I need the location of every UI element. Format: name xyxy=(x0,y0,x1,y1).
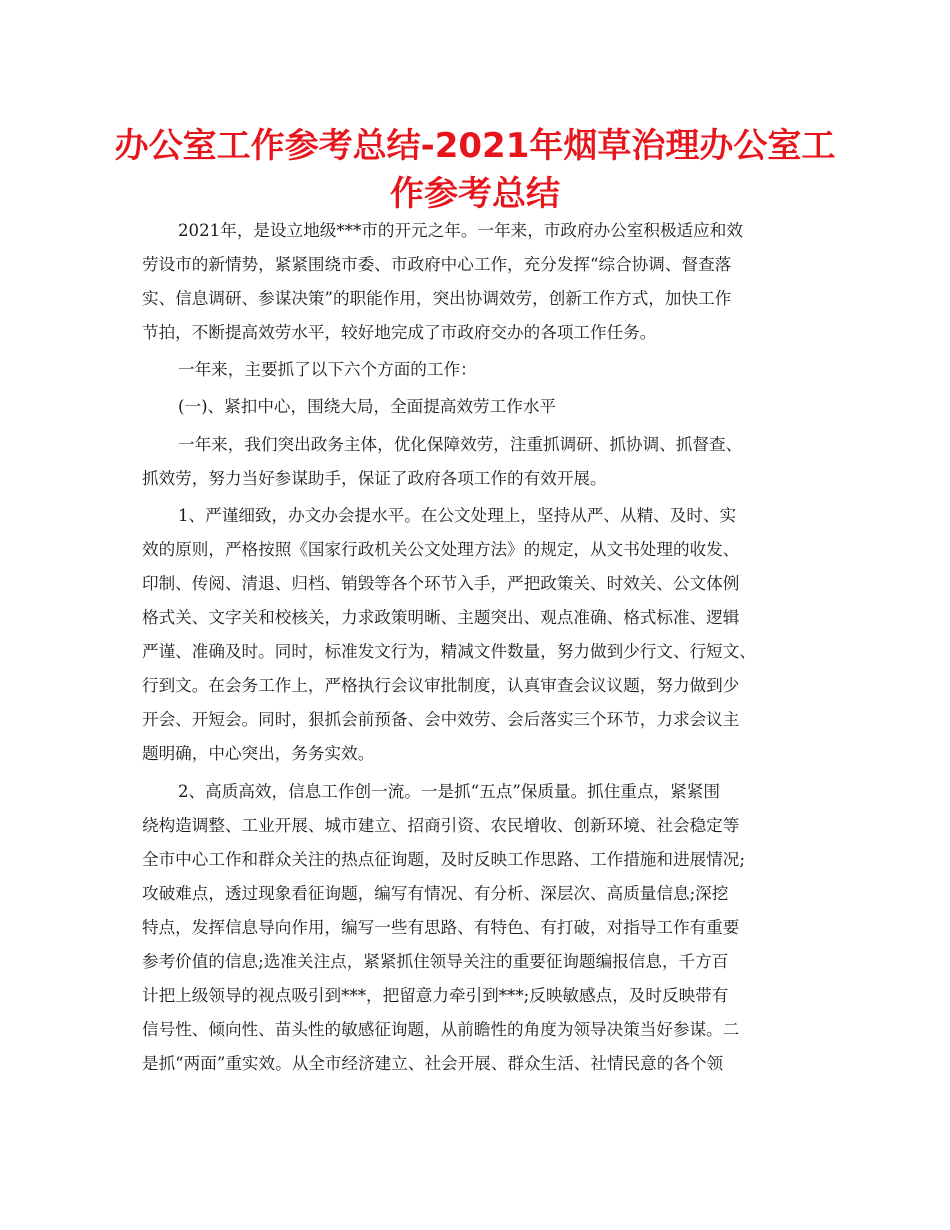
body-text-line: 一年来，主要抓了以下六个方面的工作： xyxy=(178,360,477,380)
document-title-line-1: 办公室工作参考总结-2021年烟草治理办公室工 xyxy=(114,126,836,166)
body-text-line: 实、信息调研、参谋决策”的职能作用，突出协调效劳，创新工作方式，加快工作 xyxy=(142,289,732,309)
document-title-line-2: 作参考总结 xyxy=(390,174,560,214)
body-text-line: 一年来，我们突出政务主体，优化保障效劳，注重抓调研、抓协调、抓督查、 xyxy=(178,434,743,454)
body-text-line: 节拍，不断提高效劳水平，较好地完成了市政府交办的各项工作任务。 xyxy=(142,323,657,343)
body-text-line: 绕构造调整、工业开展、城市建立、招商引资、农民增收、创新环境、社会稳定等 xyxy=(142,815,740,835)
body-text-line: 参考价值的信息;选准关注点，紧紧抓住领导关注的重要征询题编报信息，千方百 xyxy=(142,951,729,971)
body-text-line: 计把上级领导的视点吸引到***，把留意力牵引到***;反映敏感点，及时反映带有 xyxy=(142,986,729,1006)
body-text-line: 攻破难点，透过现象看征询题，编写有情况、有分析、深层次、高质量信息;深挖 xyxy=(142,883,729,903)
body-text-line: 抓效劳，努力当好参谋助手，保证了政府各项工作的有效开展。 xyxy=(142,468,607,488)
body-text-line: 行到文。在会务工作上，严格执行会议审批制度，认真审查会议议题，努力做到少 xyxy=(142,676,740,696)
body-text-line: 信号性、倾向性、苗头性的敏感征询题，从前瞻性的角度为领导决策当好参谋。二 xyxy=(142,1020,740,1040)
body-text-line: 题明确，中心突出，务务实效。 xyxy=(142,744,375,764)
body-text-line: 是抓“两面”重实效。从全市经济建立、社会开展、群众生活、社情民意的各个领 xyxy=(142,1054,724,1074)
body-text-line: 2、高质高效，信息工作创一流。一是抓“五点”保质量。抓住重点，紧紧围 xyxy=(178,781,720,801)
body-text-line: 格式关、文字关和校核关，力求政策明晰、主题突出、观点准确、格式标准、逻辑 xyxy=(142,608,740,628)
body-text-line: 开会、开短会。同时，狠抓会前预备、会中效劳、会后落实三个环节，力求会议主 xyxy=(142,710,740,730)
body-text-line: 特点，发挥信息导向作用，编写一些有思路、有特色、有打破，对指导工作有重要 xyxy=(142,917,740,937)
body-text-line: 2021年，是设立地级***市的开元之年。一年来，市政府办公室积极适应和效 xyxy=(178,221,743,240)
body-text-line: 效的原则，严格按照《国家行政机关公文处理方法》的规定，从文书处理的收发、 xyxy=(142,539,740,559)
document-body xyxy=(142,214,814,1081)
body-text-line: 全市中心工作和群众关注的热点征询题，及时反映工作思路、工作措施和进展情况; xyxy=(142,849,745,869)
body-text-line: 劳设市的新情势，紧紧围绕市委、市政府中心工作，充分发挥“综合协调、督查落 xyxy=(142,255,732,275)
body-text-line: 印制、传阅、清退、归档、销毁等各个环节入手，严把政策关、时效关、公文体例 xyxy=(142,573,740,593)
body-text-line: (一)、紧扣中心，围绕大局，全面提高效劳工作水平 xyxy=(178,397,557,417)
body-text-line: 1、严谨细致，办文办会提水平。在公文处理上，坚持从严、从精、及时、实 xyxy=(178,505,737,525)
body-text-line: 严谨、准确及时。同时，标准发文行为，精减文件数量，努力做到少行文、行短文、 xyxy=(142,642,756,662)
